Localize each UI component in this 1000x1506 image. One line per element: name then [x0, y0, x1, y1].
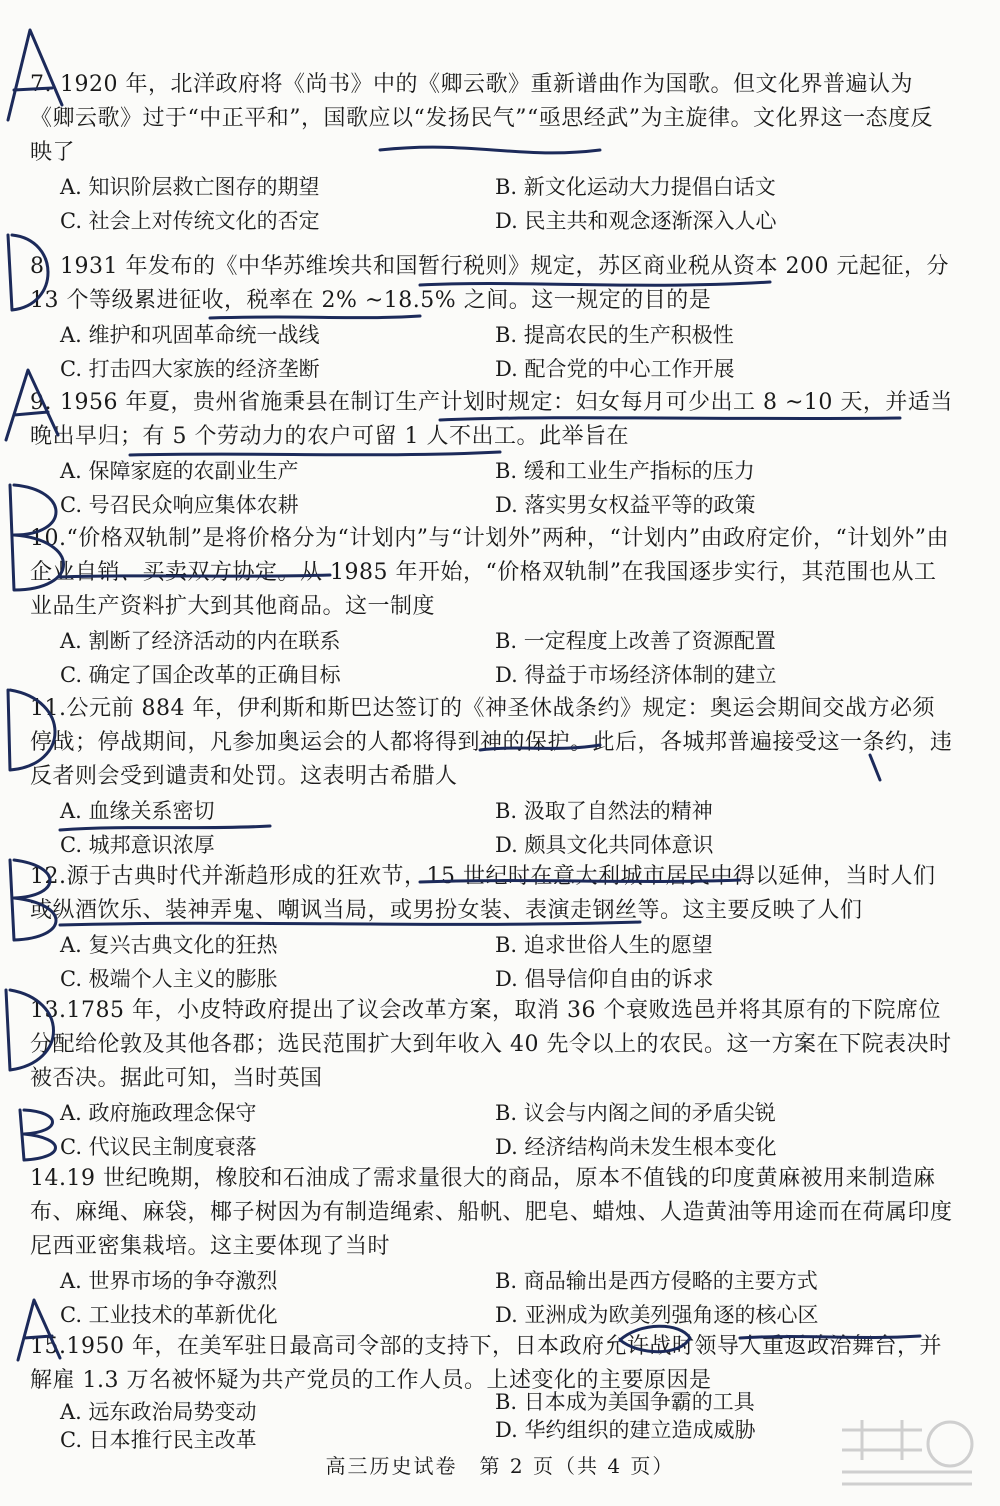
options [30, 1390, 955, 1458]
option-c: C. 极端个人主义的膨胀 [60, 967, 278, 991]
option-b: B. 一定程度上改善了资源配置 [495, 629, 776, 653]
option-d: D. 民主共和观念逐渐深入人心 [495, 209, 777, 233]
option-a: A. 割断了经济活动的内在联系 [60, 629, 341, 653]
option-a: A. 世界市场的争夺激烈 [60, 1269, 278, 1293]
question-stem: 源于古典时代并渐趋形成的狂欢节，15 世纪时在意大利城市居民中得以延伸，当时人们或纵酒饮乐、装神弄鬼、嘲讽当局，或男扮女装、表演走钢丝等。这主要反映了人们 [30, 864, 936, 923]
question-stem: 1931 年发布的《中华苏维埃共和国暂行税则》规定，苏区商业税从资本 200 元起征，分 13 个等级累进征收，税率在 2% ~18.5% 之间。这一规定的目的是 [30, 254, 949, 313]
option-a: A. 维护和巩固革命统一战线 [60, 323, 320, 347]
question-7 [30, 68, 955, 238]
question-stem: 1785 年，小皮特政府提出了议会改革方案，取消 36 个衰败选邑并将其原有的下院席位分配给伦敦及其他各郡；选民范围扩大到年收入 40 先令以上的农民。这一方案在下院表决时被否决。据此可知，当时英国 [30, 998, 952, 1091]
question-11 [30, 692, 955, 862]
option-b: B. 日本成为美国争霸的工具 [495, 1390, 755, 1414]
question-number: 8. [30, 254, 52, 279]
question-9 [30, 386, 955, 522]
watermark-logo [832, 1410, 982, 1490]
question-stem: 1950 年，在美军驻日最高司令部的支持下，日本政府允许战时领导人重返政治舞台，并解雇 1.3 万名被怀疑为共产党员的工作人员。上述变化的主要原因是 [30, 1334, 942, 1393]
option-c: C. 打击四大家族的经济垄断 [60, 357, 320, 381]
question-number: 7. [30, 72, 52, 97]
option-d: D. 亚洲成为欧美列强角逐的核心区 [495, 1303, 819, 1327]
option-b: B. 汲取了自然法的精神 [495, 799, 713, 823]
options [30, 928, 955, 996]
option-c: C. 城邦意识浓厚 [60, 833, 215, 857]
options [30, 1096, 955, 1164]
question-13 [30, 994, 955, 1164]
option-a: A. 政府施政理念保守 [60, 1101, 257, 1125]
option-b: B. 追求世俗人生的愿望 [495, 933, 713, 957]
option-c: C. 号召民众响应集体农耕 [60, 493, 299, 517]
question-15 [30, 1330, 955, 1458]
options [30, 318, 955, 386]
question-number: 10. [30, 526, 67, 551]
question-number: 15. [30, 1334, 67, 1359]
question-number: 12. [30, 864, 67, 889]
options [30, 794, 955, 862]
option-d: D. 经济结构尚未发生根本变化 [495, 1135, 777, 1159]
option-b: B. 新文化运动大力提倡白话文 [495, 175, 776, 199]
question-number: 11. [30, 696, 67, 721]
question-number: 13. [30, 998, 67, 1023]
option-c: C. 社会上对传统文化的否定 [60, 209, 320, 233]
option-c: C. 工业技术的革新优化 [60, 1303, 278, 1327]
question-stem: 公元前 884 年，伊利斯和斯巴达签订的《神圣休战条约》规定：奥运会期间交战方必须停战；停战期间，凡参加奥运会的人都将得到神的保护。此后，各城邦普遍接受这一条约，违反者则会受到谴责和处罚。这表明古希腊人 [30, 696, 953, 789]
question-stem: 19 世纪晚期，橡胶和石油成了需求量很大的商品，原本不值钱的印度黄麻被用来制造麻布、麻绳、麻袋，椰子树因为有制造绳索、船帆、肥皂、蜡烛、人造黄油等用途而在荷属印度尼西亚密集栽培。这主要体现了当时 [30, 1166, 953, 1259]
option-c: C. 日本推行民主改革 [60, 1428, 257, 1452]
option-a: A. 知识阶层救亡图存的期望 [60, 175, 320, 199]
option-a: A. 复兴古典文化的狂热 [60, 933, 278, 957]
option-b: B. 商品输出是西方侵略的主要方式 [495, 1269, 818, 1293]
options [30, 170, 955, 238]
question-8 [30, 250, 955, 386]
option-d: D. 华约组织的建立造成威胁 [495, 1418, 756, 1442]
question-10 [30, 522, 955, 692]
question-14 [30, 1162, 955, 1332]
option-d: D. 颇具文化共同体意识 [495, 833, 714, 857]
option-d: D. 倡导信仰自由的诉求 [495, 967, 714, 991]
question-stem: “价格双轨制”是将价格分为“计划内”与“计划外”两种，“计划内”由政府定价，“计划外”由企业自销、买卖双方协定。从 1985 年开始，“价格双轨制”在我国逐步实行，其范围也从工业品生产资料扩大到其他商品。这一制度 [30, 526, 949, 619]
page-footer: 高三历史试卷 第 2 页（共 4 页） [325, 1454, 675, 1478]
question-number: 14. [30, 1166, 67, 1191]
question-stem: 1956 年夏，贵州省施秉县在制订生产计划时规定：妇女每月可少出工 8 ~10 天，并适当晚出早归；有 5 个劳动力的农户可留 1 人不出工。此举旨在 [30, 390, 953, 449]
option-a: A. 保障家庭的农副业生产 [60, 459, 299, 483]
options [30, 1264, 955, 1332]
option-d: D. 配合党的中心工作开展 [495, 357, 735, 381]
options [30, 454, 955, 522]
option-b: B. 缓和工业生产指标的压力 [495, 459, 755, 483]
option-d: D. 得益于市场经济体制的建立 [495, 663, 777, 687]
option-a: A. 远东政治局势变动 [60, 1400, 257, 1424]
option-d: D. 落实男女权益平等的政策 [495, 493, 756, 517]
option-b: B. 提高农民的生产积极性 [495, 323, 734, 347]
option-c: C. 代议民主制度衰落 [60, 1135, 257, 1159]
option-b: B. 议会与内阁之间的矛盾尖锐 [495, 1101, 776, 1125]
question-number: 9. [30, 390, 52, 415]
question-12 [30, 860, 955, 996]
option-c: C. 确定了国企改革的正确目标 [60, 663, 341, 687]
options [30, 624, 955, 692]
question-stem: 1920 年，北洋政府将《尚书》中的《卿云歌》重新谱曲作为国歌。但文化界普遍认为《卿云歌》过于“中正平和”，国歌应以“发扬民气”“亟思经武”为主旋律。文化界这一态度反映了 [30, 72, 933, 165]
option-a: A. 血缘关系密切 [60, 799, 215, 823]
